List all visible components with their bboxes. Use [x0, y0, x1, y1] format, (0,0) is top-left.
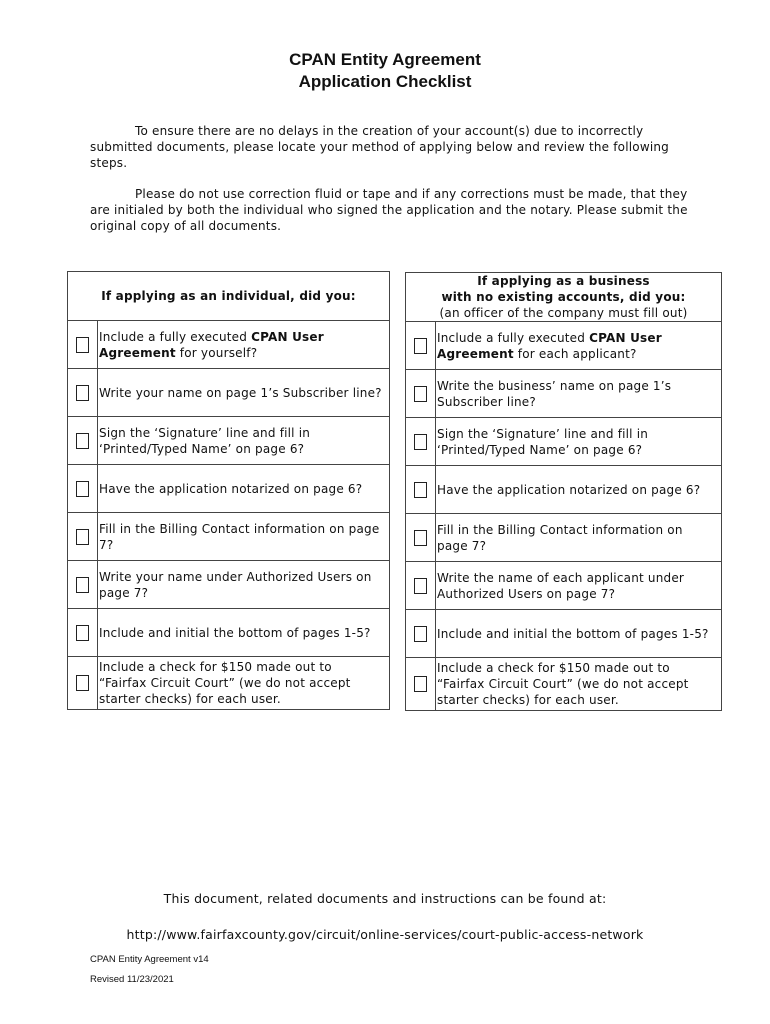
- document-title: CPAN Entity Agreement: [289, 50, 481, 69]
- individual-checkbox-cell: [68, 417, 98, 465]
- individual-checkbox-cell: [68, 321, 98, 369]
- business-checklist-row: [406, 514, 722, 562]
- business-checklist-item-text: Have the application notarized on page 6?: [436, 466, 722, 514]
- intro-text-1: To ensure there are no delays in the creation of your account(s) due to incorrectly submitted documents, please locate your method of applying below and review the following steps.: [90, 124, 669, 170]
- business-checklist-item-text: Include a check for $150 made out to “Fairfax Circuit Court” (we do not accept starter checks) for each user.: [436, 658, 722, 711]
- individual-checklist-row: [68, 609, 390, 657]
- business-checkbox[interactable]: [414, 338, 427, 354]
- individual-checklist-row: [68, 657, 390, 710]
- individual-header-row: [68, 272, 390, 321]
- business-checkbox[interactable]: [414, 578, 427, 594]
- business-checkbox[interactable]: [414, 482, 427, 498]
- business-header-row: [406, 273, 722, 322]
- business-checklist-row: [406, 322, 722, 370]
- individual-checkbox[interactable]: [76, 577, 89, 593]
- version-label: CPAN Entity Agreement v14: [90, 954, 209, 965]
- individual-checkbox[interactable]: [76, 675, 89, 691]
- individual-checkbox-cell: [68, 561, 98, 609]
- individual-checkbox[interactable]: [76, 433, 89, 449]
- intro-text-2: Please do not use correction fluid or tape and if any corrections must be made, that they are initialed by both the individual who signed the application and the notary. Please submit the original copy of all documents.: [90, 187, 688, 233]
- individual-checklist-table: [67, 271, 390, 710]
- individual-header: If applying as an individual, did you:: [68, 272, 390, 321]
- business-checklist-item-text: Include and initial the bottom of pages 1-5?: [436, 610, 722, 658]
- business-checklist-row: [406, 658, 722, 711]
- business-checklist-item-text: Write the name of each applicant under Authorized Users on page 7?: [436, 562, 722, 610]
- individual-checklist-item-text: Write your name under Authorized Users on page 7?: [98, 561, 390, 609]
- individual-checkbox[interactable]: [76, 385, 89, 401]
- individual-checklist-item-text: Include a fully executed CPAN User Agreement for yourself?: [98, 321, 390, 369]
- individual-checklist-item-text: Write your name on page 1’s Subscriber line?: [98, 369, 390, 417]
- individual-checklist-item-text: Have the application notarized on page 6?: [98, 465, 390, 513]
- individual-checkbox[interactable]: [76, 529, 89, 545]
- business-checklist-item-text: Write the business’ name on page 1’s Subscriber line?: [436, 370, 722, 418]
- business-checklist-row: [406, 418, 722, 466]
- business-checklist-item-text: Sign the ‘Signature’ line and fill in ‘Printed/Typed Name’ on page 6?: [436, 418, 722, 466]
- business-checkbox[interactable]: [414, 676, 427, 692]
- business-checklist-item-text: Include a fully executed CPAN User Agreement for each applicant?: [436, 322, 722, 370]
- intro-paragraph-delays: [90, 123, 690, 171]
- business-header-note: (an officer of the company must fill out): [439, 306, 688, 320]
- business-checklist-table: [405, 272, 722, 711]
- individual-checklist-row: [68, 465, 390, 513]
- individual-checkbox[interactable]: [76, 625, 89, 641]
- individual-checklist-item-text: Include a check for $150 made out to “Fairfax Circuit Court” (we do not accept starter checks) for each user.: [98, 657, 390, 710]
- intro-paragraph-corrections: [90, 186, 690, 234]
- business-checklist-row: [406, 562, 722, 610]
- business-checkbox-cell: [406, 370, 436, 418]
- business-checklist-row: [406, 610, 722, 658]
- individual-checklist-row: [68, 513, 390, 561]
- individual-checkbox-cell: [68, 513, 98, 561]
- individual-checkbox[interactable]: [76, 337, 89, 353]
- individual-checklist-item-text: Fill in the Billing Contact information on page 7?: [98, 513, 390, 561]
- individual-checklist-row: [68, 561, 390, 609]
- footer-location-text: This document, related documents and instructions can be found at:: [163, 891, 607, 906]
- business-checklist-row: [406, 370, 722, 418]
- individual-checklist-item-text: Sign the ‘Signature’ line and fill in ‘Printed/Typed Name’ on page 6?: [98, 417, 390, 465]
- business-checkbox-cell: [406, 562, 436, 610]
- business-checkbox-cell: [406, 658, 436, 711]
- business-checkbox[interactable]: [414, 434, 427, 450]
- document-subtitle: Application Checklist: [298, 72, 472, 91]
- business-checkbox-cell: [406, 514, 436, 562]
- business-checkbox-cell: [406, 322, 436, 370]
- business-checkbox[interactable]: [414, 626, 427, 642]
- individual-checkbox-cell: [68, 369, 98, 417]
- individual-checkbox-cell: [68, 465, 98, 513]
- footer-url[interactable]: http://www.fairfaxcounty.gov/circuit/online-services/court-public-access-network: [126, 927, 644, 942]
- business-checkbox-cell: [406, 466, 436, 514]
- business-checkbox-cell: [406, 610, 436, 658]
- revised-date: Revised 11/23/2021: [90, 974, 174, 985]
- business-checklist-row: [406, 466, 722, 514]
- business-checkbox-cell: [406, 418, 436, 466]
- individual-checklist-row: [68, 369, 390, 417]
- business-header-line1: If applying as a business: [477, 274, 650, 288]
- business-checkbox[interactable]: [414, 386, 427, 402]
- individual-checkbox-cell: [68, 657, 98, 710]
- individual-checkbox-cell: [68, 609, 98, 657]
- individual-checklist-item-text: Include and initial the bottom of pages 1-5?: [98, 609, 390, 657]
- individual-checklist-row: [68, 417, 390, 465]
- individual-checkbox[interactable]: [76, 481, 89, 497]
- individual-checklist-row: [68, 321, 390, 369]
- business-header: [406, 273, 722, 322]
- business-header-line2: with no existing accounts, did you:: [441, 290, 686, 304]
- business-checklist-item-text: Fill in the Billing Contact information on page 7?: [436, 514, 722, 562]
- business-checkbox[interactable]: [414, 530, 427, 546]
